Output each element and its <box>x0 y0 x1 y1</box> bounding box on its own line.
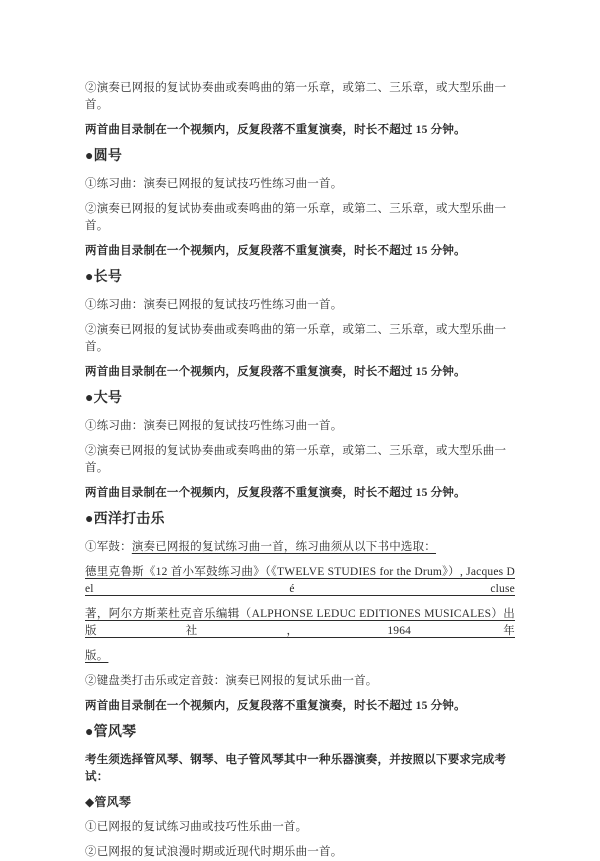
text-run: 两首曲目录制在一个视频内，反复段落不重复演奏，时长不超过 15 分钟。 <box>85 700 466 712</box>
paragraph <box>85 564 515 598</box>
text-run: ●圆号 <box>85 149 123 164</box>
underlined-text-run: 版。 <box>85 650 109 662</box>
paragraph <box>85 322 515 356</box>
text-run: ②已网报的复试浪漫时期或近现代时期乐曲一首。 <box>85 846 343 858</box>
paragraph <box>85 844 515 861</box>
text-run: ◆管风琴 <box>85 795 132 809</box>
text-run: ●西洋打击乐 <box>85 512 165 527</box>
section-heading <box>85 147 515 167</box>
section-heading <box>85 268 515 288</box>
text-run: ②演奏已网报的复试协奏曲或奏鸣曲的第一乐章，或第二、三乐章，或大型乐曲一首。 <box>85 324 507 353</box>
sub-heading <box>85 794 515 811</box>
text-run: 两首曲目录制在一个视频内，反复段落不重复演奏，时长不超过 15 分钟。 <box>85 366 466 378</box>
text-run: ①练习曲：演奏已网报的复试技巧性练习曲一首。 <box>85 178 343 190</box>
paragraph <box>85 122 515 139</box>
paragraph <box>85 443 515 477</box>
text-run: 两首曲目录制在一个视频内，反复段落不重复演奏，时长不超过 15 分钟。 <box>85 124 466 136</box>
text-run: 两首曲目录制在一个视频内，反复段落不重复演奏，时长不超过 15 分钟。 <box>85 245 466 257</box>
underlined-text-run: 演奏已网报的复试练习曲一首，练习曲须从以下书中选取： <box>131 541 437 553</box>
paragraph <box>85 673 515 690</box>
paragraph <box>85 698 515 715</box>
paragraph <box>85 364 515 381</box>
text-run: ①已网报的复试练习曲或技巧性乐曲一首。 <box>85 821 308 833</box>
paragraph <box>85 539 515 556</box>
section-heading <box>85 510 515 530</box>
underlined-text-run: 德里克鲁斯《12 首小军鼓练习曲》（《TWELVE STUDIES for the Drum》）, Jacques Del é cluse <box>85 566 515 595</box>
paragraph <box>85 80 515 114</box>
text-run: ②演奏已网报的复试协奏曲或奏鸣曲的第一乐章，或第二、三乐章，或大型乐曲一首。 <box>85 203 507 232</box>
text-run: ●大号 <box>85 391 123 406</box>
section-heading <box>85 389 515 409</box>
paragraph <box>85 201 515 235</box>
paragraph <box>85 485 515 502</box>
text-run: ●长号 <box>85 270 123 285</box>
text-run: ②演奏已网报的复试协奏曲或奏鸣曲的第一乐章，或第二、三乐章，或大型乐曲一首。 <box>85 82 507 111</box>
paragraph <box>85 418 515 435</box>
text-run: ②演奏已网报的复试协奏曲或奏鸣曲的第一乐章，或第二、三乐章，或大型乐曲一首。 <box>85 445 507 474</box>
paragraph <box>85 176 515 193</box>
text-run: 考生须选择管风琴、钢琴、电子管风琴其中一种乐器演奏，并按照以下要求完成考试： <box>85 754 507 783</box>
text-run: ①军鼓： <box>85 541 132 553</box>
paragraph <box>85 752 515 786</box>
text-run: ②键盘类打击乐或定音鼓：演奏已网报的复试乐曲一首。 <box>85 675 378 687</box>
text-run: 两首曲目录制在一个视频内，反复段落不重复演奏，时长不超过 15 分钟。 <box>85 487 466 499</box>
text-run: ①练习曲：演奏已网报的复试技巧性练习曲一首。 <box>85 299 343 311</box>
underlined-text-run: 著，阿尔方斯莱杜克音乐编辑（ALPHONSE LEDUC EDITIONES MUSICALES）出版社，1964 年 <box>85 608 515 637</box>
paragraph <box>85 606 515 640</box>
text-run: ①练习曲：演奏已网报的复试技巧性练习曲一首。 <box>85 420 343 432</box>
section-heading <box>85 723 515 743</box>
paragraph <box>85 819 515 836</box>
paragraph <box>85 297 515 314</box>
paragraph <box>85 648 515 665</box>
paragraph <box>85 243 515 260</box>
text-run: ●管风琴 <box>85 725 137 740</box>
